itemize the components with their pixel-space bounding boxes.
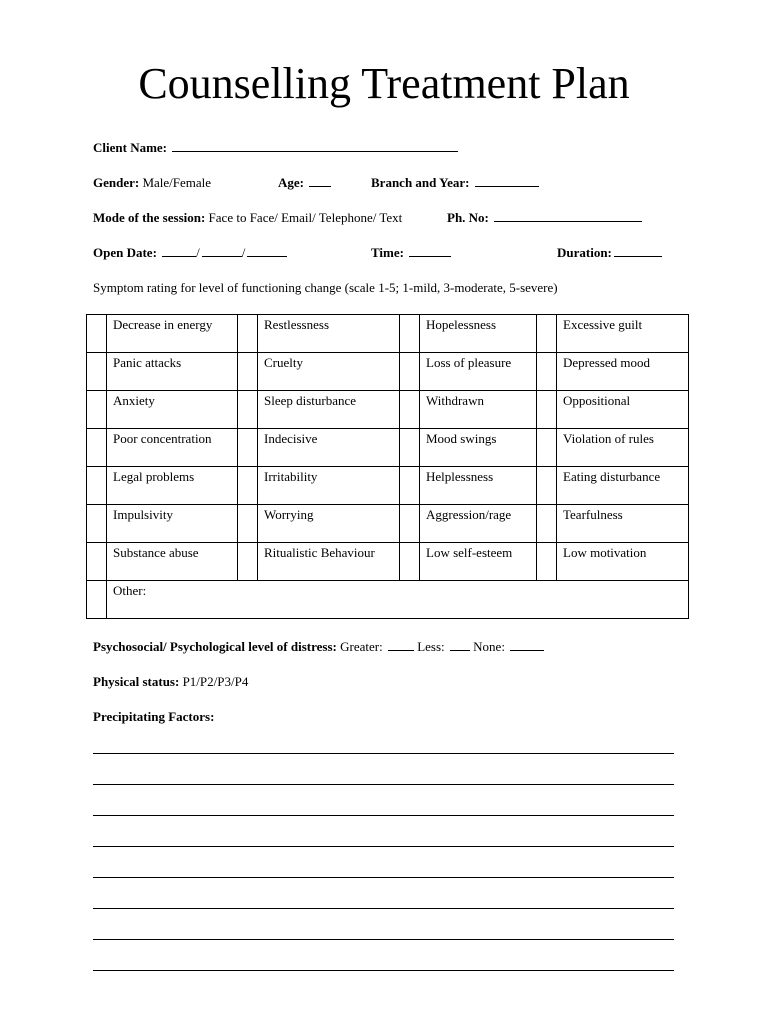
distress-less-field[interactable] [450, 639, 470, 651]
time-row [371, 245, 451, 261]
open-date-label: Open Date: [93, 245, 157, 260]
branch-row [371, 175, 539, 191]
symptom-label: Helplessness [420, 467, 537, 505]
symptom-label: Ritualistic Behaviour [258, 543, 400, 581]
age-row [278, 175, 331, 191]
gender-options: Male/Female [142, 175, 212, 190]
symptom-label: Eating disturbance [557, 467, 689, 505]
open-date-row [93, 245, 287, 261]
physical-status-options: P1/P2/P3/P4 [182, 674, 249, 689]
symptom-rating-cell[interactable] [87, 353, 107, 391]
date-separator: / [196, 245, 200, 260]
symptom-rating-cell[interactable] [400, 315, 420, 353]
symptom-label: Excessive guilt [557, 315, 689, 353]
other-field[interactable]: Other: [107, 581, 689, 619]
symptom-label: Poor concentration [107, 429, 238, 467]
symptom-label: Decrease in energy [107, 315, 238, 353]
symptom-rating-cell[interactable] [87, 429, 107, 467]
precipitating-factors-label: Precipitating Factors: [93, 709, 215, 724]
symptom-rating-cell[interactable] [238, 353, 258, 391]
symptom-label: Low motivation [557, 543, 689, 581]
time-label: Time: [371, 245, 404, 260]
symptom-rating-cell[interactable] [238, 315, 258, 353]
symptom-rating-cell[interactable] [400, 353, 420, 391]
symptom-rating-cell[interactable] [400, 467, 420, 505]
symptom-rating-cell[interactable] [537, 429, 557, 467]
symptom-rating-cell[interactable] [87, 467, 107, 505]
symptom-label: Irritability [258, 467, 400, 505]
symptom-rating-cell[interactable] [537, 505, 557, 543]
symptom-rating-cell[interactable] [238, 543, 258, 581]
precipitating-line[interactable] [93, 939, 674, 940]
age-label: Age: [278, 175, 304, 190]
open-date-year-field[interactable] [247, 245, 287, 257]
symptom-rating-cell[interactable] [537, 543, 557, 581]
symptom-label: Sleep disturbance [258, 391, 400, 429]
open-date-month-field[interactable] [202, 245, 242, 257]
symptom-rating-cell[interactable] [238, 391, 258, 429]
symptom-rating-cell[interactable] [400, 505, 420, 543]
symptom-label: Restlessness [258, 315, 400, 353]
phone-field[interactable] [494, 210, 642, 222]
client-name-field[interactable] [172, 140, 458, 152]
symptom-rating-cell[interactable] [238, 505, 258, 543]
mode-label: Mode of the session: [93, 210, 206, 225]
distress-none-label: None: [473, 639, 505, 654]
symptom-label: Cruelty [258, 353, 400, 391]
symptom-rating-cell[interactable] [87, 543, 107, 581]
symptom-row [87, 505, 689, 543]
symptom-rating-cell[interactable] [238, 467, 258, 505]
precipitating-line[interactable] [93, 815, 674, 816]
date-separator: / [241, 245, 246, 260]
symptom-row [87, 315, 689, 353]
branch-year-field[interactable] [475, 175, 539, 187]
symptom-label: Loss of pleasure [420, 353, 537, 391]
symptom-row [87, 467, 689, 505]
symptom-label: Anxiety [107, 391, 238, 429]
duration-row [557, 245, 662, 261]
precipitating-line[interactable] [93, 908, 674, 909]
branch-year-label: Branch and Year: [371, 175, 470, 190]
client-name-row [93, 140, 458, 156]
symptom-label: Depressed mood [557, 353, 689, 391]
symptom-label: Indecisive [258, 429, 400, 467]
page-title: Counselling Treatment Plan [138, 59, 630, 108]
symptom-label: Aggression/rage [420, 505, 537, 543]
precipitating-row [93, 709, 214, 725]
precipitating-line[interactable] [93, 846, 674, 847]
client-name-label: Client Name: [93, 140, 168, 155]
distress-greater-label: Greater: [340, 639, 383, 654]
symptom-rating-cell[interactable] [87, 505, 107, 543]
symptom-rating-cell[interactable] [537, 467, 557, 505]
symptom-rating-cell[interactable] [87, 315, 107, 353]
precipitating-line[interactable] [93, 877, 674, 878]
duration-label: Duration: [557, 245, 612, 260]
symptom-label: Violation of rules [557, 429, 689, 467]
symptom-label: Panic attacks [107, 353, 238, 391]
symptom-row [87, 353, 689, 391]
gender-label: Gender: [93, 175, 140, 190]
phone-row [447, 210, 642, 226]
symptom-label: Withdrawn [420, 391, 537, 429]
symptom-label: Tearfulness [557, 505, 689, 543]
precipitating-line[interactable] [93, 753, 674, 754]
distress-row [93, 639, 544, 655]
precipitating-line[interactable] [93, 970, 674, 971]
distress-less-label: Less: [417, 639, 445, 654]
symptom-label: Worrying [258, 505, 400, 543]
distress-greater-field[interactable] [388, 639, 414, 651]
gender-row [93, 175, 211, 191]
symptom-row [87, 391, 689, 429]
distress-none-field[interactable] [510, 639, 544, 651]
symptom-table [86, 314, 689, 619]
symptom-label: Substance abuse [107, 543, 238, 581]
symptom-rating-cell[interactable] [537, 315, 557, 353]
mode-row [93, 210, 402, 226]
open-date-day-field[interactable] [162, 245, 196, 257]
physical-status-row [93, 674, 248, 690]
symptom-label: Impulsivity [107, 505, 238, 543]
symptom-label: Oppositional [557, 391, 689, 429]
other-rating-cell[interactable] [87, 581, 107, 619]
symptom-rating-cell[interactable] [537, 353, 557, 391]
symptom-label: Mood swings [420, 429, 537, 467]
mode-options: Face to Face/ Email/ Telephone/ Text [208, 210, 403, 225]
symptom-intro: Symptom rating for level of functioning change (scale 1-5; 1-mild, 3-moderate, 5-severe) [93, 280, 558, 295]
symptom-rating-cell[interactable] [87, 391, 107, 429]
age-field[interactable] [309, 175, 331, 187]
distress-label: Psychosocial/ Psychological level of distress: [93, 639, 337, 654]
symptom-row [87, 543, 689, 581]
duration-field[interactable] [614, 245, 662, 257]
symptom-rating-cell[interactable] [400, 429, 420, 467]
time-field[interactable] [409, 245, 451, 257]
symptom-row [87, 429, 689, 467]
symptom-rating-cell[interactable] [238, 429, 258, 467]
physical-status-label: Physical status: [93, 674, 180, 689]
symptom-rating-cell[interactable] [537, 391, 557, 429]
phone-label: Ph. No: [447, 210, 489, 225]
precipitating-line[interactable] [93, 784, 674, 785]
symptom-label: Low self-esteem [420, 543, 537, 581]
symptom-label: Hopelessness [420, 315, 537, 353]
other-row [87, 581, 689, 619]
symptom-label: Legal problems [107, 467, 238, 505]
symptom-rating-cell[interactable] [400, 543, 420, 581]
symptom-rating-cell[interactable] [400, 391, 420, 429]
